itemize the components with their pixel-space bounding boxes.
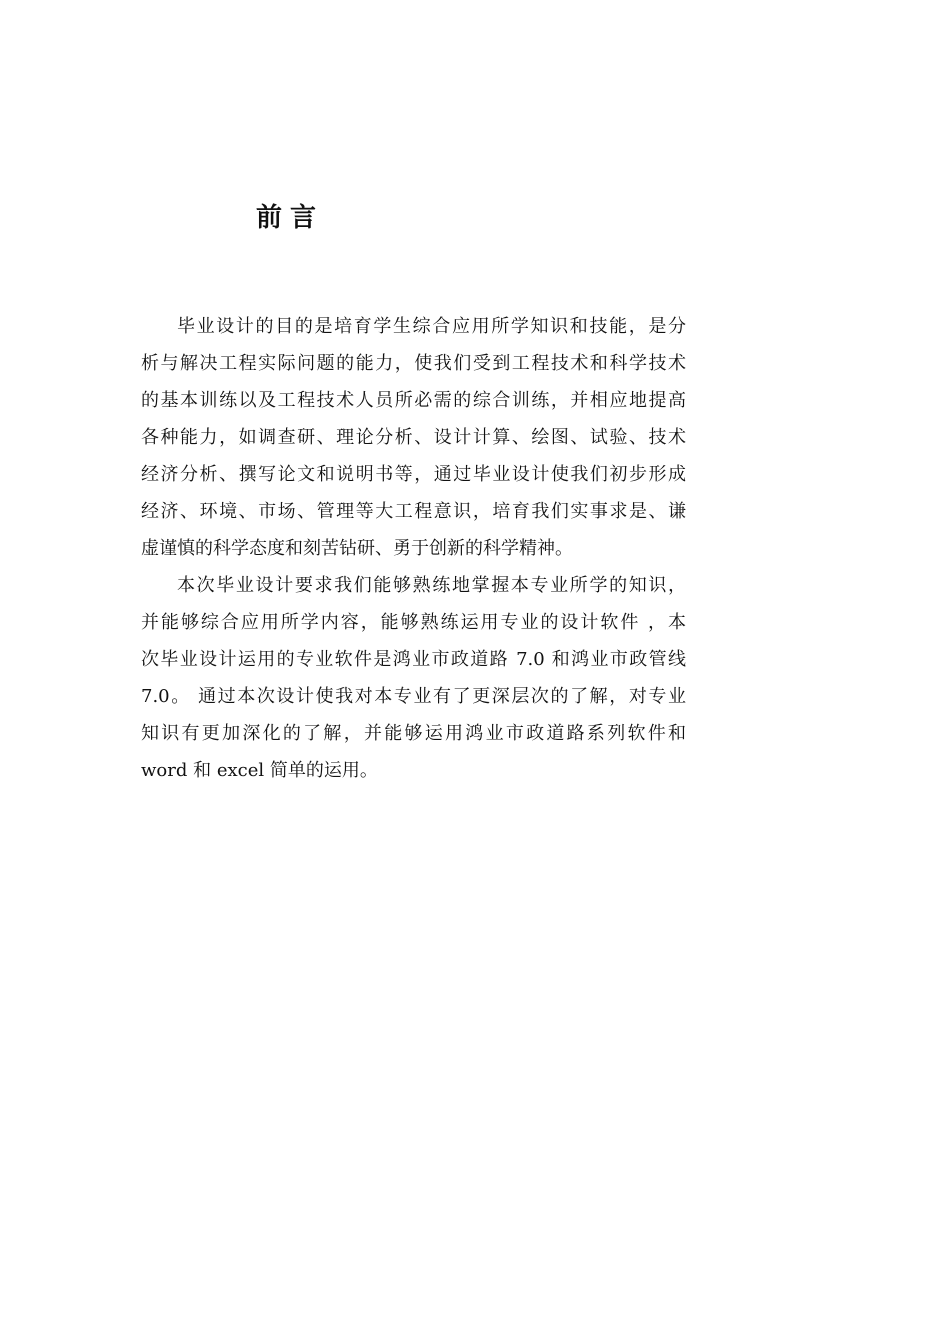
paragraph-line: 各种能力，如调查研、理论分析、设计计算、绘图、试验、技术 xyxy=(141,427,686,448)
body-text xyxy=(141,308,686,789)
paragraph-line: 析与解决工程实际问题的能力，使我们受到工程技术和科学技术 xyxy=(141,353,686,374)
paragraph-line: 毕业设计的目的是培育学生综合应用所学知识和技能，是分 xyxy=(177,316,686,337)
paragraph-line: 经济、环境、市场、管理等大工程意识，培育我们实事求是、谦 xyxy=(141,501,686,522)
paragraph-line: 并能够综合应用所学内容，能够熟练运用专业的设计软件 ，本 xyxy=(141,612,686,633)
paragraph-line: 次毕业设计运用的专业软件是鸿业市政道路 7.0 和鸿业市政管线 xyxy=(141,649,686,670)
paragraph-line: 本次毕业设计要求我们能够熟练地掌握本专业所学的知识， xyxy=(177,575,686,596)
paragraph-1 xyxy=(141,308,686,567)
paragraph-line: word 和 excel 简单的运用。 xyxy=(141,760,378,781)
paragraph-line: 经济分析、撰写论文和说明书等，通过毕业设计使我们初步形成 xyxy=(141,464,686,485)
paragraph-2 xyxy=(141,567,686,789)
paragraph-line: 虚谨慎的科学态度和刻苦钻研、勇于创新的科学精神。 xyxy=(141,538,573,559)
page-title: 前言 xyxy=(256,203,325,233)
paragraph-line: 7.0。 通过本次设计使我对本专业有了更深层次的了解，对专业 xyxy=(141,686,686,707)
paragraph-line: 知识有更加深化的了解，并能够运用鸿业市政道路系列软件和 xyxy=(141,723,686,744)
paragraph-line: 的基本训练以及工程技术人员所必需的综合训练，并相应地提高 xyxy=(141,390,686,411)
